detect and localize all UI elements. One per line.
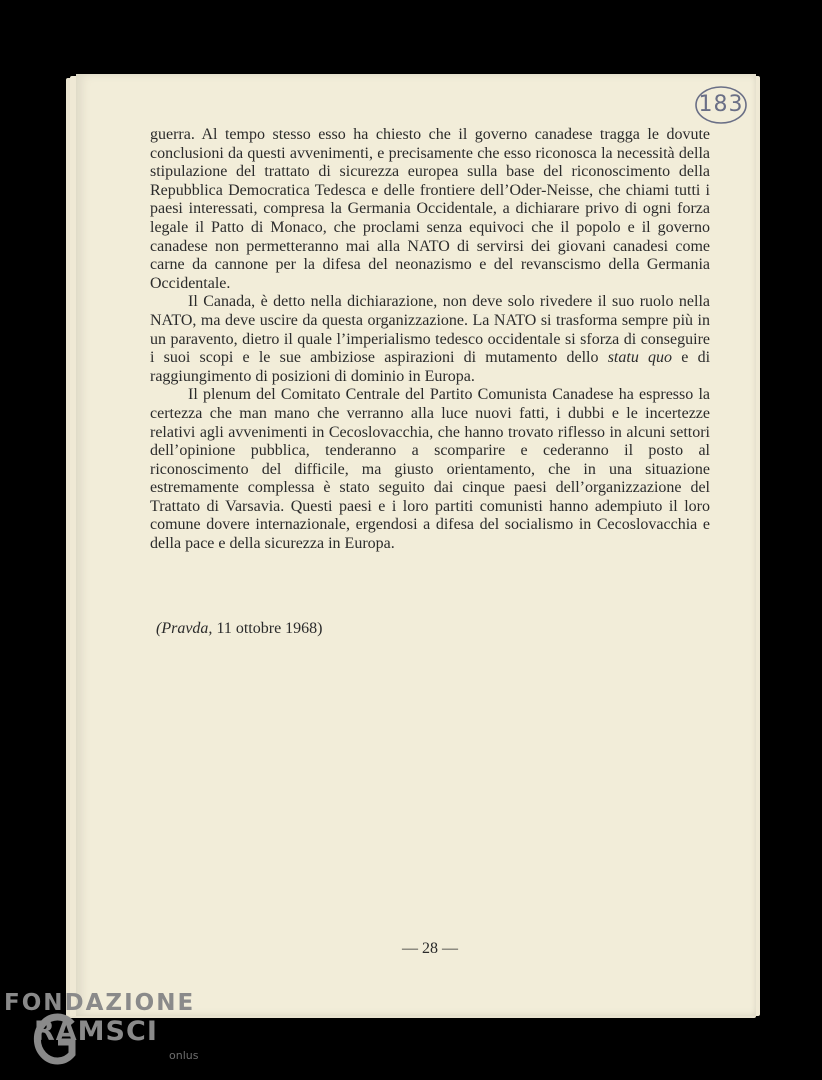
watermark-line2: RAMSCI xyxy=(34,1016,158,1047)
watermark-line3: onlus xyxy=(169,1049,199,1062)
watermark-line1: FONDAZIONE xyxy=(4,990,196,1016)
archive-number-stamp xyxy=(694,84,748,126)
source-citation xyxy=(156,620,323,638)
page-number: — 28 — xyxy=(402,940,458,957)
body-text xyxy=(150,126,710,554)
source-open: ( xyxy=(156,620,162,637)
paragraph-2-text: Il Canada, è detto nella dichiarazione, non deve solo rivedere il suo ruolo nella NATO, ma deve uscire da questa organizzazione. La NATO si trasforma sempre più in un paravento, dietro il quale l’imperialismo tedesco occidentale si sforza di conseguire i suoi scopi e le sue ambiziose aspirazioni di mutamento dello xyxy=(150,293,710,367)
watermark-logo xyxy=(4,990,204,1070)
paragraph-2-end: e di raggiungimento di posizioni di dominio in Europa. xyxy=(150,349,711,385)
archive-number: 183 xyxy=(698,92,744,117)
source-title: Pravda, xyxy=(161,620,213,637)
italic-phrase: statu quo xyxy=(607,349,673,367)
paragraph-1: guerra. Al tempo stesso esso ha chiesto che il governo canadese tragga le dovute conclusioni da questi avvenimenti, e precisamente che esso riconosca la necessità della stipulazione del trattato di sicurezza europea sulla base del riconoscimento della Repubblica Democratica Tedesca e delle frontiere dell’Oder-Neisse, che chiami tutti i paesi interessati, compresa la Germania Occidentale, a dichiarare privo di ogni forza legale il Patto di Monaco, che proclami senza equivoci che il popolo e il governo canadese non permetteranno mai alla NATO di servirsi dei giovani canadesi come carne da cannone per la difesa del neonazismo e del revanscismo della Germania Occidentale. xyxy=(150,126,710,292)
source-date: 11 ottobre 1968) xyxy=(212,620,323,637)
paragraph-3: Il plenum del Comitato Centrale del Partito Comunista Canadese ha espresso la certezza che man mano che verranno alla luce nuovi fatti, i dubbi e le incertezze relativi agli avvenimenti in Cecoslovacchia, che hanno trovato riflesso in alcuni settori dell’opinione pubblica, tenderanno a scomparire e cederanno il posto al riconoscimento del difficile, ma giusto orientamento, che in una situazione estremamente complessa è stato seguito dai cinque paesi dell’organizzazione del Trattato di Varsavia. Questi paesi e i loro partiti comunisti hanno adempiuto il loro comune dovere internazionale, ergendosi a difesa del socialismo in Cecoslovacchia e della pace e della sicurezza in Europa. xyxy=(150,386,710,553)
paragraph-2 xyxy=(150,293,710,386)
